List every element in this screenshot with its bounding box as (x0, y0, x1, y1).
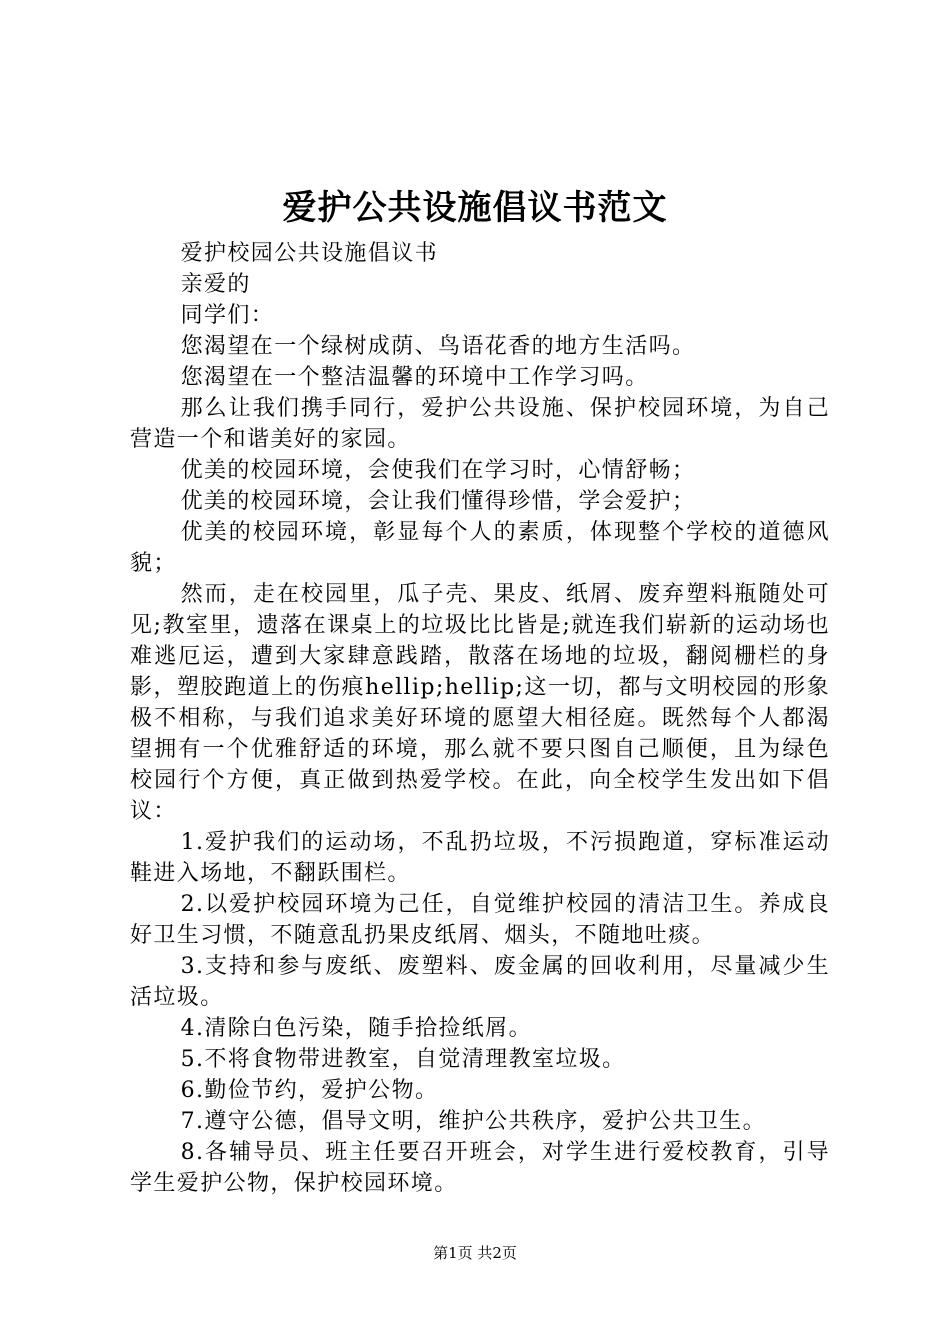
paragraph: 优美的校园环境，会让我们懂得珍惜，学会爱护； (180, 489, 696, 514)
paragraph: 那么让我们携手同行，爱护公共设施、保护校园环境，为自己营造一个和谐美好的家园。 (130, 396, 830, 452)
list-item: 5.不将食物带进教室，自觉清理教室垃圾。 (180, 1047, 626, 1072)
list-item: 7.遵守公德，倡导文明，维护公共秩序，爱护公共卫生。 (180, 1109, 766, 1134)
paragraph: 优美的校园环境，会使我们在学习时，心情舒畅； (180, 458, 696, 483)
paragraph: 爱护校园公共设施倡议书 (180, 241, 438, 266)
list-item: 2.以爱护校园环境为己任，自觉维护校园的清洁卫生。养成良好卫生习惯，不随意乱扔果皮纸屑、烟头，不随地吐痰。 (130, 892, 830, 948)
document-body (130, 238, 830, 1199)
paragraph: 您渴望在一个绿树成荫、鸟语花香的地方生活吗。 (180, 334, 696, 359)
paragraph: 您渴望在一个整洁温馨的环境中工作学习吗。 (180, 365, 649, 390)
list-item: 3.支持和参与废纸、废塑料、废金属的回收利用，尽量减少生活垃圾。 (130, 954, 830, 1010)
paragraph: 优美的校园环境，彰显每个人的素质，体现整个学校的道德风貌； (130, 520, 830, 576)
paragraph: 亲爱的 (180, 272, 251, 297)
paragraph: 同学们： (180, 303, 275, 328)
list-item: 4.清除白色污染，随手拾捡纸屑。 (180, 1016, 532, 1041)
paragraph: 然而，走在校园里，瓜子壳、果皮、纸屑、废弃塑料瓶随处可见;教室里，遗落在课桌上的垃圾比比皆是;就连我们崭新的运动场也难逃厄运，遭到大家肆意践踏，散落在场地的垃圾，翻阅栅栏的身影，塑胶跑道上的伤痕hellip;hellip;这一切，都与文明校园的形象极不相称，与我们追求美好环境的愿望大相径庭。既然每个人都渴望拥有一个优雅舒适的环境，那么就不要只图自己顺便，且为绿色校园行个方便，真正做到热爱学校。在此，向全校学生发出如下倡议： (130, 582, 830, 824)
list-item: 6.勤俭节约，爱护公物。 (180, 1078, 439, 1103)
page-footer: 第1页 共2页 (433, 1244, 517, 1262)
document-title: 爱护公共设施倡议书范文 (282, 188, 668, 228)
list-item: 8.各辅导员、班主任要召开班会，对学生进行爱校教育，引导学生爱护公物，保护校园环境。 (130, 1140, 830, 1196)
list-item: 1.爱护我们的运动场，不乱扔垃圾，不污损跑道，穿标准运动鞋进入场地，不翻跃围栏。 (130, 830, 830, 886)
